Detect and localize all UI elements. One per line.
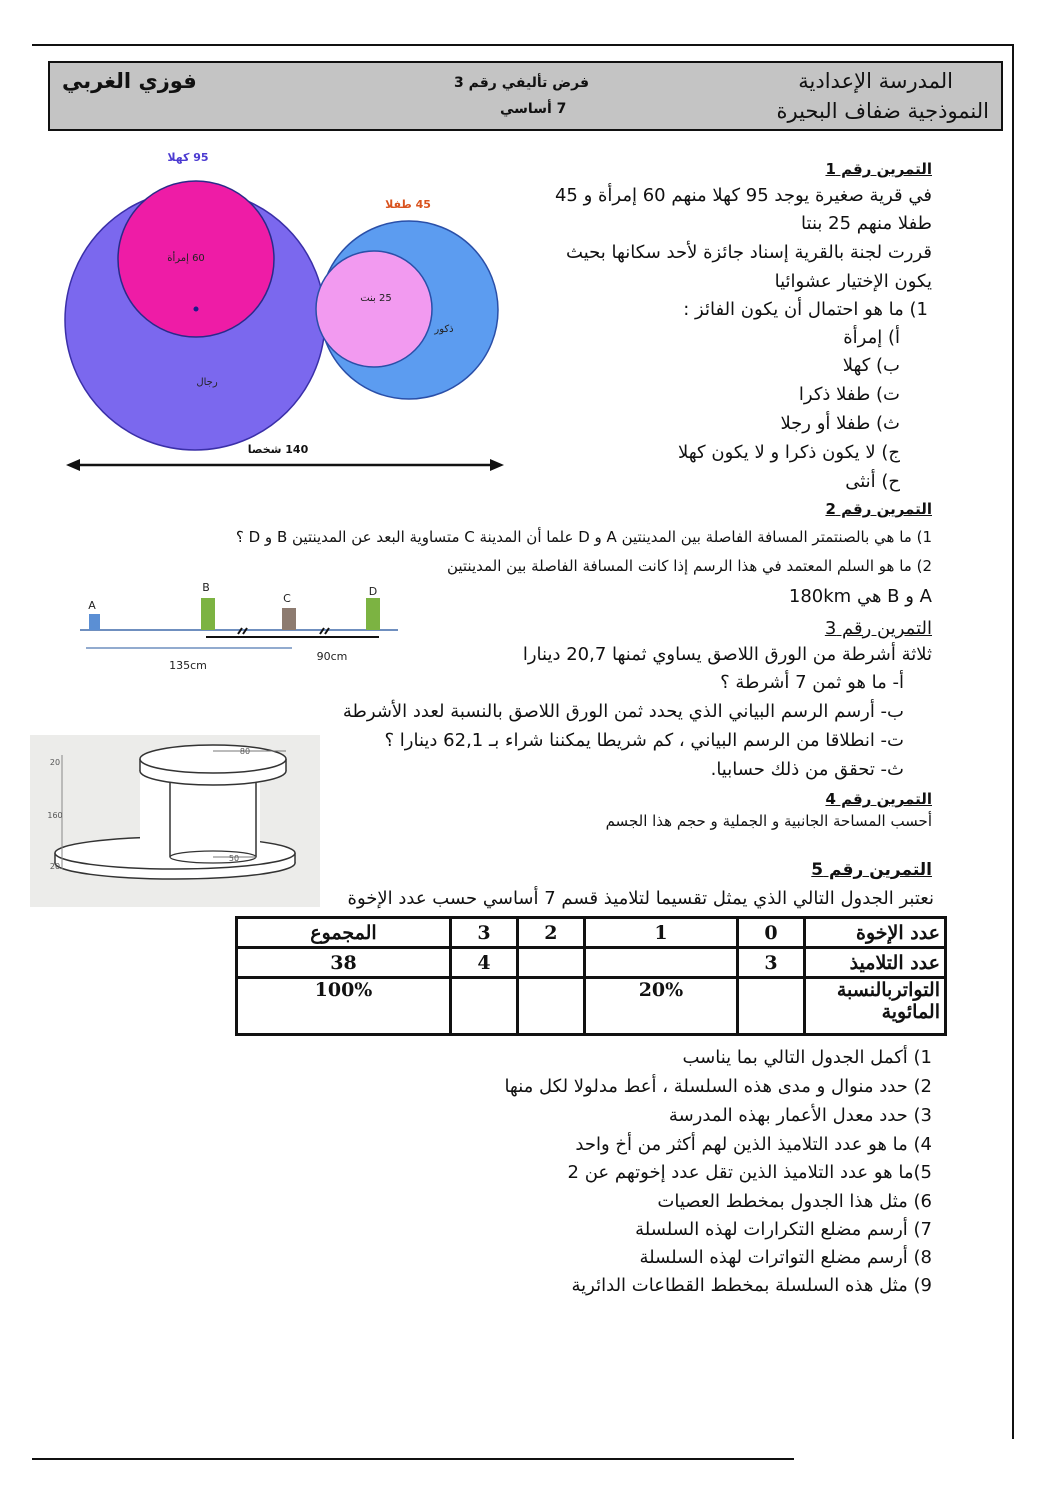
city-C-marker bbox=[282, 608, 296, 630]
table-cell: المجموع bbox=[237, 918, 451, 948]
city-D-marker bbox=[366, 598, 380, 630]
ex3-intro: ثلاثة أشرطة من الورق اللاصق يساوي ثمنها 20,7 دينارا bbox=[522, 644, 932, 665]
ex3-item: ث- تحقق من ذلك حسابيا. bbox=[710, 759, 904, 780]
exercise-3-title: التمرين رقم 3 bbox=[824, 618, 932, 639]
table-cell: 20% bbox=[584, 978, 737, 1035]
center-dot bbox=[194, 307, 199, 312]
ex1-option: ت) طفلا ذكرا bbox=[798, 384, 900, 405]
women-label: 60 إمرأة bbox=[167, 253, 205, 264]
city-A-label: A bbox=[88, 599, 96, 612]
exercise-2-title: التمرين رقم 2 bbox=[825, 500, 932, 518]
ex4-text: أحسب المساحة الجانبية و الجملية و حجم هذا الجسم bbox=[605, 812, 932, 830]
girls-label: 25 بنت bbox=[360, 293, 392, 304]
city-B-label: B bbox=[202, 581, 210, 594]
table-cell: 0 bbox=[738, 918, 805, 948]
dim-h3-label: 20 bbox=[49, 862, 61, 871]
exercise-1-title: التمرين رقم 1 bbox=[825, 160, 932, 178]
girls-circle bbox=[316, 251, 432, 367]
right-rule bbox=[1012, 44, 1014, 1439]
ex1-option: أ) إمرأة bbox=[843, 327, 900, 348]
table-cell: 4 bbox=[450, 948, 517, 978]
top-disk-top bbox=[140, 745, 286, 773]
arrow-right-head bbox=[490, 459, 504, 471]
ex1-option: ث) طفلا أو رجلا bbox=[780, 413, 900, 434]
ex1-option: ح) أنثى bbox=[845, 471, 900, 492]
cities-diagram bbox=[76, 576, 406, 676]
ex5-question: 7) أرسم مضلع التكرارات لهذه السلسلة bbox=[635, 1219, 932, 1240]
bottom-rule bbox=[32, 1458, 794, 1460]
frequency-table bbox=[235, 916, 947, 1036]
spool-solid-drawing bbox=[30, 735, 320, 907]
boys-label: ذكور bbox=[434, 324, 454, 335]
ex3-item: أ- ما هو ثمن 7 أشرطة ؟ bbox=[720, 672, 904, 693]
ex3-item: ب- أرسم الرسم البياني الذي يحدد ثمن الورق اللاصق بالنسبة لعدد الأشرطة bbox=[342, 701, 904, 722]
city-B-marker bbox=[201, 598, 215, 630]
ex5-question: 2) حدد منوال و مدى هذه السلسلة ، أعط مدلولا لكل منها bbox=[504, 1076, 932, 1097]
table-row bbox=[237, 978, 946, 1035]
table-cell: عدد الإخوة bbox=[805, 918, 946, 948]
table-cell bbox=[450, 978, 517, 1035]
table-row bbox=[237, 918, 946, 948]
dim-50-label: 50 bbox=[228, 854, 240, 863]
table-cell: 2 bbox=[517, 918, 584, 948]
ex1-option: ج) لا يكون ذكرا و لا يكون كهلا bbox=[678, 442, 900, 463]
school-name-line1: المدرسة الإعدادية bbox=[798, 69, 953, 93]
ex3-item: ت- انطلاقا من الرسم البياني ، كم شريطا يمكننا شراء بـ 62,1 دينارا ؟ bbox=[384, 730, 904, 751]
arrow-left-head bbox=[66, 459, 80, 471]
ex5-question: 6) مثل هذا الجدول بمخطط العصيات bbox=[657, 1191, 932, 1212]
table-cell: 1 bbox=[584, 918, 737, 948]
dim-h2-label: 160 bbox=[47, 811, 63, 820]
table-cell: 3 bbox=[450, 918, 517, 948]
exercise-4-title: التمرين رقم 4 bbox=[825, 790, 932, 808]
middle-cylinder bbox=[140, 773, 260, 857]
dim-h1-label: 20 bbox=[49, 758, 61, 767]
distance-90-label: 90cm bbox=[316, 650, 348, 663]
class-level: 7 أساسي bbox=[500, 101, 567, 117]
ex5-question: 4) ما هو عدد التلاميذ الذين لهم أكثر من أخ واحد bbox=[575, 1134, 932, 1155]
table-row bbox=[237, 948, 946, 978]
table-cell: عدد التلاميذ bbox=[805, 948, 946, 978]
ex5-question: 3) حدد معدل الأعمار بهذه المدرسة bbox=[668, 1105, 932, 1126]
table-cell bbox=[517, 948, 584, 978]
table-cell: 3 bbox=[738, 948, 805, 978]
ex5-question: 5)ما هو عدد التلاميذ الذين تقل عدد إخوتهم عن 2 bbox=[567, 1162, 932, 1183]
city-C-label: C bbox=[283, 592, 291, 605]
men-label: رجال bbox=[196, 377, 218, 388]
ex5-question: 8) أرسم مضلع التواترات لهذه السلسلة bbox=[639, 1247, 932, 1268]
ex1-line: في قرية صغيرة يوجد 95 كهلا منهم 60 إمرأة و 45 bbox=[554, 185, 932, 206]
ex5-question: 9) مثل هذه السلسلة بمخطط القطاعات الدائرية bbox=[571, 1275, 932, 1296]
dim-80-label: 80 bbox=[239, 747, 251, 756]
table-cell bbox=[517, 978, 584, 1035]
city-D-label: D bbox=[368, 585, 378, 598]
top-rule bbox=[32, 44, 1014, 46]
children-label: 45 طفلا bbox=[385, 198, 431, 211]
ex1-question: 1) ما هو احتمال أن يكون الفائز : bbox=[683, 299, 928, 320]
table-cell bbox=[584, 948, 737, 978]
distance-135-label: 135cm bbox=[169, 659, 207, 672]
exam-title: فرض تأليفي رقم 3 bbox=[454, 75, 590, 91]
total-label: 140 شخصا bbox=[247, 443, 309, 456]
ex5-question: 1) أكمل الجدول التالي بما يناسب bbox=[682, 1047, 932, 1068]
ex1-option: ب) كهلا bbox=[842, 355, 900, 376]
table-cell: 100% bbox=[237, 978, 451, 1035]
exercise-5-title: التمرين رقم 5 bbox=[811, 860, 932, 880]
page-header bbox=[48, 61, 1003, 131]
school-name-line2: النموذجية ضفاف البحيرة bbox=[776, 99, 989, 123]
venn-diagram bbox=[60, 145, 520, 480]
ex2-question-1: 1) ما هي بالصنتمتر المسافة الفاصلة بين المدينتين A و D علما أن المدينة C متساوية البعد عن المدينتين B و D ؟ bbox=[235, 528, 932, 546]
ex1-line: قررت لجنة بالقرية إسناد جائزة لأحد سكانها بحيث bbox=[566, 242, 932, 263]
teacher-name: فوزي الغربي bbox=[62, 69, 197, 93]
table-cell bbox=[738, 978, 805, 1035]
adults-label: 95 كهلا bbox=[167, 151, 209, 164]
ex5-intro: نعتبر الجدول التالي الذي يمثل تقسيما لتلاميذ قسم 7 أساسي حسب عدد الإخوة bbox=[347, 888, 934, 909]
ex1-line: يكون الإختيار عشوائيا bbox=[774, 271, 932, 292]
ex2-question-2-cont: A و B هي 180km bbox=[788, 586, 932, 607]
ex2-question-2: 2) ما هو السلم المعتمد في هذا الرسم إذا كانت المسافة الفاصلة بين المدينتين bbox=[446, 557, 932, 575]
table-cell: التواتربالنسبة المائوية bbox=[805, 978, 946, 1035]
ex1-line: طفلا منهم 25 بنتا bbox=[801, 213, 932, 234]
table-cell: 38 bbox=[237, 948, 451, 978]
city-A-marker bbox=[89, 614, 100, 630]
